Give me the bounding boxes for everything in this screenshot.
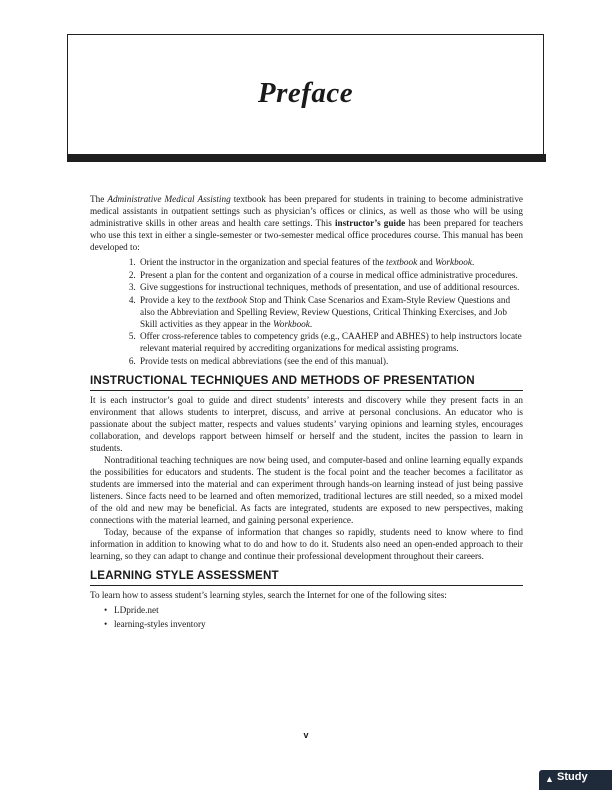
title-box: [67, 34, 544, 154]
body-paragraph: Today, because of the expanse of information that changes so rapidly, students need to know where to find information in addition to knowing what to do and how to do it. Students also need an open-ended approach to their learning, so they can adapt to change and continue their professional development throughout their careers.: [90, 526, 523, 561]
objective-item: 2. Present a plan for the content and organization of a course in medical office administrative procedures.: [138, 269, 523, 281]
list-item: • learning-styles inventory: [114, 618, 523, 630]
section-heading-instructional-techniques: INSTRUCTIONAL TECHNIQUES AND METHODS OF PRESENTATION: [90, 375, 523, 391]
objective-item: 5. Offer cross-reference tables to competency grids (e.g., CAAHEP and ABHES) to help instructors locate relevant material required by accrediting organizations for medical assisting programs.: [138, 330, 523, 354]
page-content: [90, 193, 523, 632]
objective-item: 1. Orient the instructor in the organization and special features of the textbook and Workbook.: [138, 256, 523, 268]
body-paragraph: It is each instructor’s goal to guide and direct students’ interests and discovery while they present facts in an environment that allows students to interpret, discuss, and arrive at personal conclusions. An educator who is passionate about the subject matter, respects and values students’ varying opinions and learning styles, encourages collaboration, and develops rapport between himself or herself and the student, incites the passion to learn in students.: [90, 394, 523, 453]
body-paragraph: Nontraditional teaching techniques are now being used, and computer-based and online learning equally expands the possibilities for educators and students. The student is the focal point and the teacher becomes a facilitator as students are immersed into the material and can experiment through hands-on learning instead of just being passive listeners. Since facts need to be learned and often memorized, traditional lectures are still needed, so a mixed model of the old and new may be beneficial. As facts are integrated, students are exposed to new perspectives, making connections with the material learned, and gaining personal experience.: [90, 454, 523, 525]
page-number: v: [303, 730, 309, 740]
intro-paragraph: The Administrative Medical Assisting textbook has been prepared for students in training to become administrative medical assistants in outpatient settings such as physician’s offices or clinics, as well as those who will be using administrative skills in other areas and health care settings. This instructor’s guide has been prepared for teachers who use this text in either a single-semester or two-semester medical office procedures course. This manual has been developed to:: [90, 194, 524, 252]
page-title: Preface: [257, 77, 354, 109]
objectives-list: [90, 256, 523, 367]
study-badge-label: Study: [557, 771, 588, 783]
learning-style-intro: To learn how to assess student’s learning styles, search the Internet for one of the following sites:: [90, 589, 447, 600]
title-rule: [67, 154, 546, 162]
objective-item: 6. Provide tests on medical abbreviations (see the end of this manual).: [138, 355, 523, 367]
objective-item: 4. Provide a key to the textbook Stop and Think Case Scenarios and Exam-Style Review Questions and also the Abbreviation and Spelling Review, Review Questions, Critical Thinking Exercises, and Job Skill activities as they appear in the Workbook.: [138, 294, 523, 330]
study-badge[interactable]: [539, 770, 612, 790]
list-item: • LDpride.net: [114, 604, 523, 616]
study-logo-icon: ▲: [545, 774, 554, 784]
sites-list: [90, 604, 523, 630]
section-heading-learning-style: LEARNING STYLE ASSESSMENT: [90, 570, 523, 586]
objective-item: 3. Give suggestions for instructional techniques, methods of presentation, and use of additional resources.: [138, 281, 523, 293]
